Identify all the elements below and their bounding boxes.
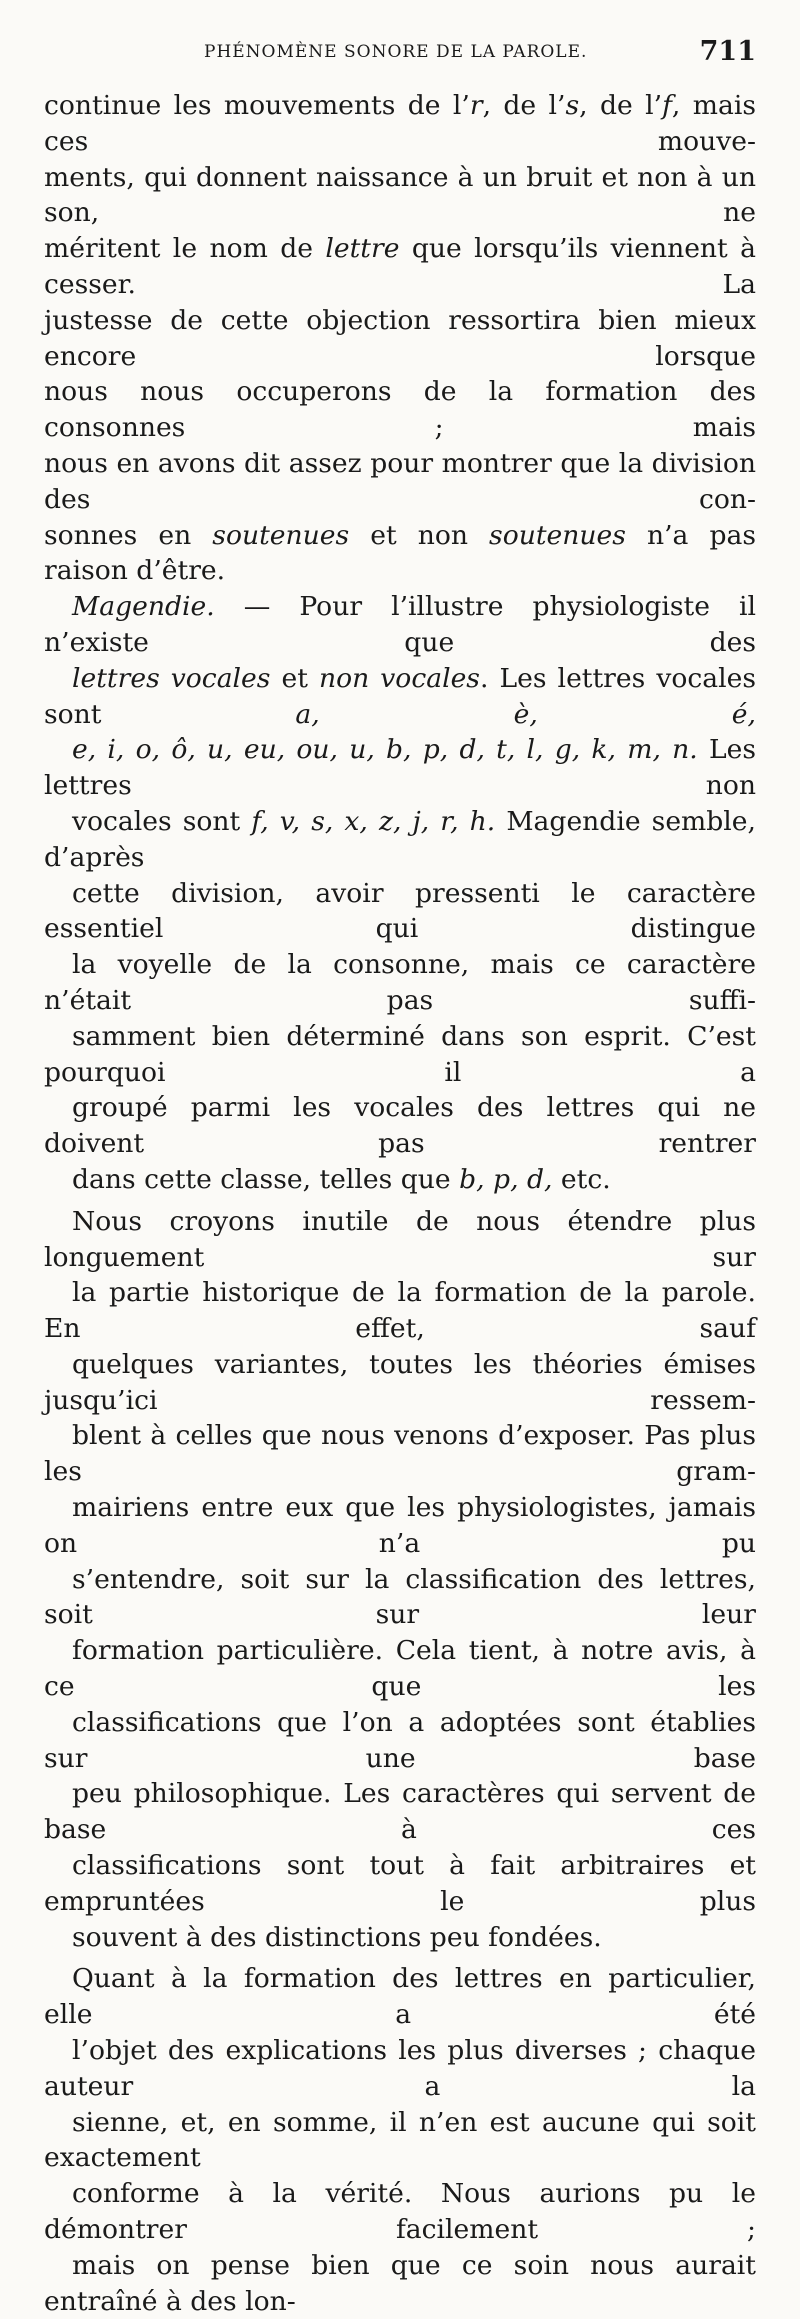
italic-run: a, è, é, <box>295 698 756 730</box>
page-number: 711 <box>699 36 756 67</box>
italic-run: f, v, s, x, z, j, r, h. <box>251 805 496 837</box>
text-line: ments, qui donnent naissance à un bruit et non à un son, ne <box>44 161 756 229</box>
text-line: Nous croyons inutile de nous étendre plus longuement sur <box>44 1205 756 1273</box>
running-title: PHÉNOMÈNE SONORE DE LA PAROLE. <box>204 42 588 62</box>
text-line: mairiens entre eux que les physiologistes, jamais on n’a pu <box>44 1492 756 1559</box>
italic-run: e, i, o, ô, u, eu, ou, u, b, p, d, t, l, g, k, m, n. <box>72 734 698 766</box>
text-line: nous en avons dit assez pour montrer que la division des con- <box>44 447 756 515</box>
italic-run: r <box>469 90 483 121</box>
text-line: classifications que l’on a adoptées sont établies sur une base <box>44 1706 756 1774</box>
italic-run: Magendie. <box>72 591 215 623</box>
text-line: groupé parmi les vocales des lettres qui ne doivent pas rentrer <box>44 1092 756 1160</box>
paragraph <box>44 88 756 589</box>
text-line: continue les mouvements de l’r, de l’s, de l’f, mais ces mouve- <box>44 90 756 157</box>
text-line: classifications sont tout à fait arbitraires et empruntées le plus <box>44 1850 756 1917</box>
italic-run: f <box>662 90 672 121</box>
text-line: méritent le nom de lettre que lorsqu’ils viennent à cesser. La <box>44 233 756 300</box>
italic-run: non vocales <box>318 662 480 694</box>
text-line: vocales sont f, v, s, x, z, j, r, h. Magendie semble, d’après <box>44 805 756 873</box>
text-line: Quant à la formation des lettres en particulier, elle a été <box>44 1963 756 2031</box>
text-line: conforme à la vérité. Nous aurions pu le démontrer facilement ; <box>44 2178 756 2246</box>
italic-run: lettre <box>325 233 400 265</box>
italic-run: soutenues <box>489 519 626 551</box>
text-line: lettres vocales et non vocales. Les lettres vocales sont a, è, é, <box>44 662 756 730</box>
text-line: quelques variantes, toutes les théories émises jusqu’ici ressem- <box>44 1348 756 1416</box>
text-line: mais on pense bien que ce soin nous aurait entraîné à des lon- <box>44 2249 756 2317</box>
text-line: s’entendre, soit sur la classification des lettres, soit sur leur <box>44 1563 756 1631</box>
text-line: peu philosophique. Les caractères qui servent de base à ces <box>44 1778 756 1846</box>
text-line: formation particulière. Cela tient, à notre avis, à ce que les <box>44 1635 756 1703</box>
paragraph <box>44 1204 756 1956</box>
text-line: souvent à des distinctions peu fondées. <box>72 1921 602 1953</box>
text-line: Magendie. — Pour l’illustre physiologiste il n’existe que des <box>44 591 756 658</box>
text-line: dans cette classe, telles que b, p, d, etc. <box>72 1163 611 1195</box>
italic-run: soutenues <box>212 519 350 551</box>
text-line: sienne, et, en somme, il n’en est aucune qui soit exactement <box>44 2106 756 2174</box>
paragraph <box>44 1961 756 2319</box>
text-line: cette division, avoir pressenti le caractère essentiel qui distingue <box>44 877 756 945</box>
text-line: samment bien déterminé dans son esprit. C’est pourquoi il a <box>44 1020 756 1088</box>
running-head <box>44 36 756 70</box>
text-line: la partie historique de la formation de la parole. En effet, sauf <box>44 1277 756 1345</box>
text-line: e, i, o, ô, u, eu, ou, u, b, p, d, t, l, g, k, m, n. Les lettres non <box>44 734 756 802</box>
text-line: l’objet des explications les plus diverses ; chaque auteur a la <box>44 2035 756 2102</box>
text-line: nous nous occuperons de la formation des consonnes ; mais <box>44 376 756 444</box>
text-line: sonnes en soutenues et non soutenues n’a pas raison d’être. <box>44 519 756 587</box>
italic-run: s <box>565 90 580 121</box>
text-line: justesse de cette objection ressortira bien mieux encore lorsque <box>44 304 756 372</box>
text-line: blent à celles que nous venons d’exposer. Pas plus les gram- <box>44 1420 756 1488</box>
body-text <box>44 88 756 2319</box>
text-line: la voyelle de la consonne, mais ce caractère n’était pas suffi- <box>44 949 756 1016</box>
paragraph <box>44 589 756 1198</box>
italic-run: lettres vocales <box>72 662 271 694</box>
italic-run: b, p, d, <box>459 1163 553 1195</box>
